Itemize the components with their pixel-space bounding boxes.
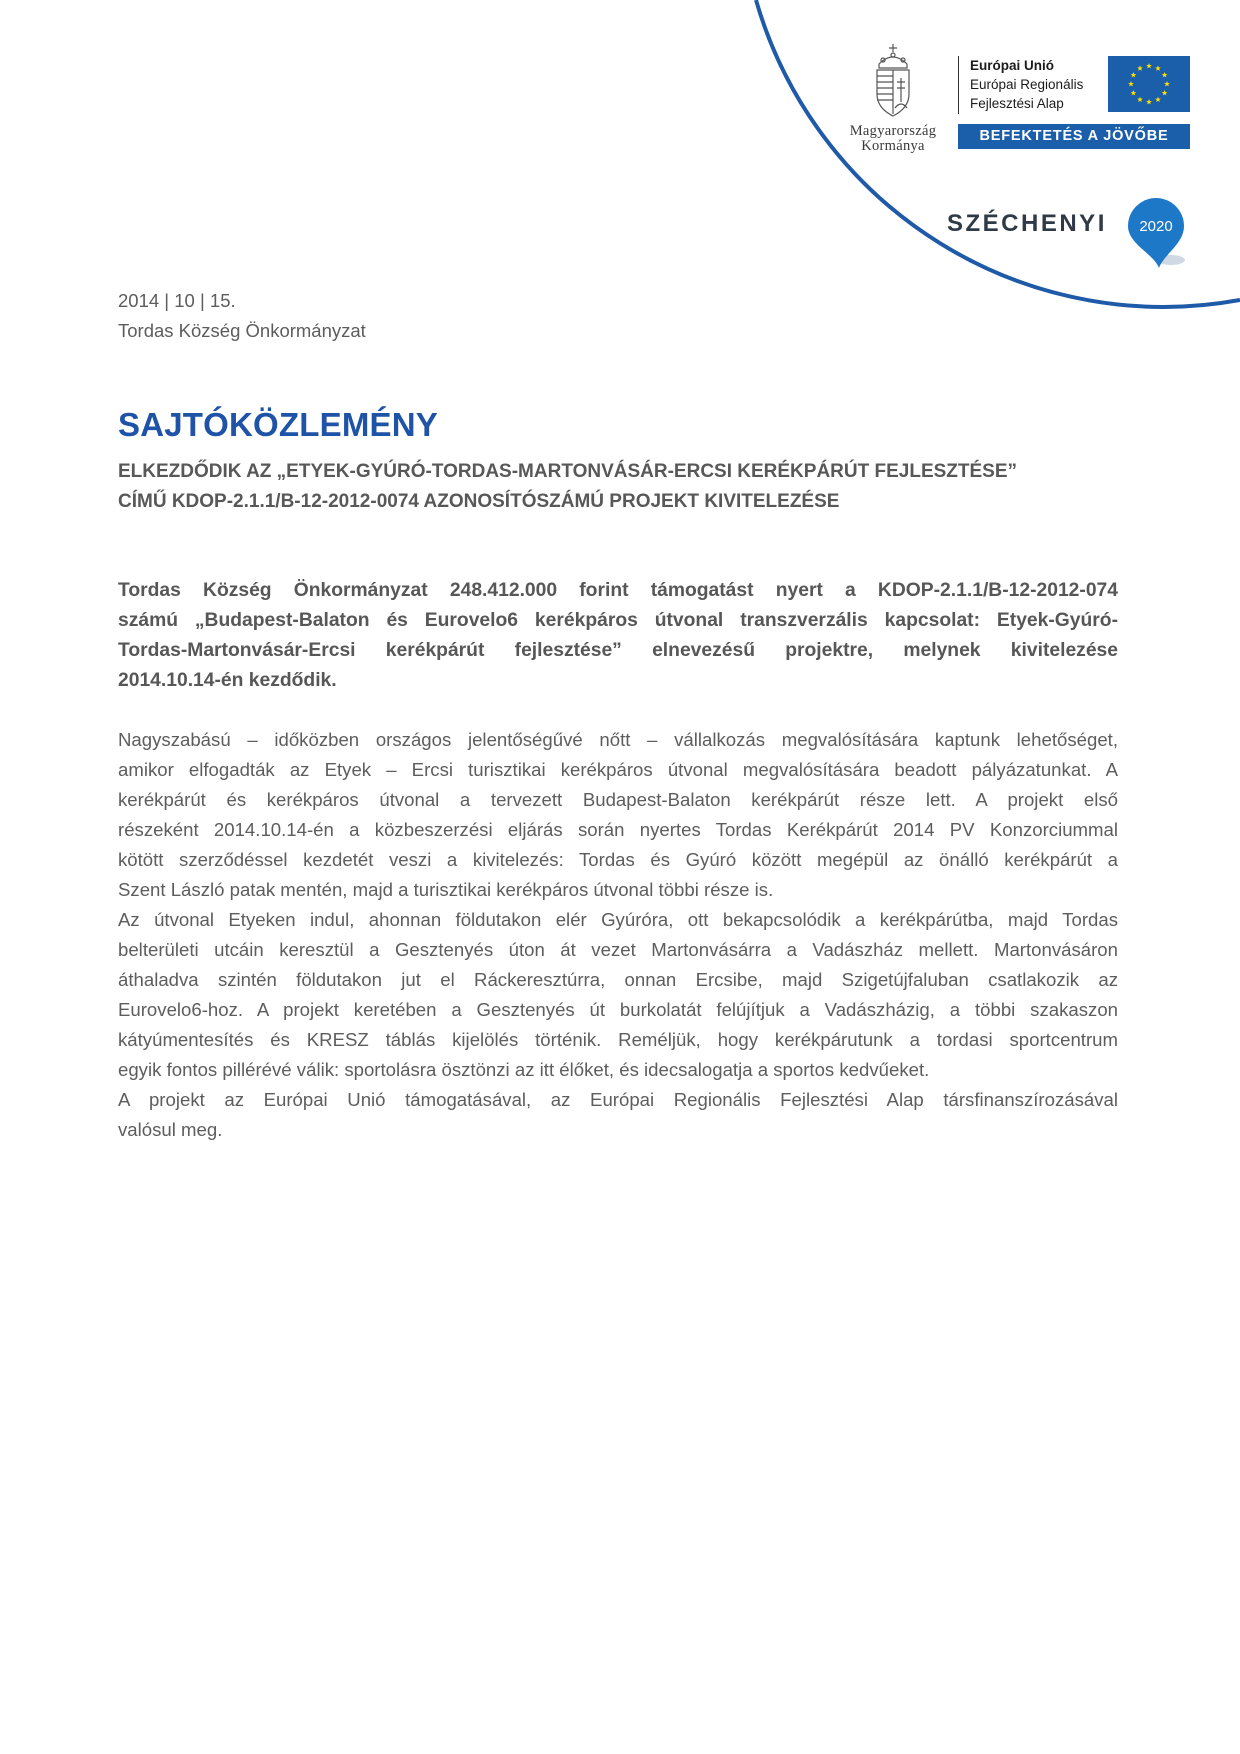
lead-line: 2014.10.14-én kezdődik. <box>118 670 337 691</box>
szechenyi-word: SZÉCHENYI <box>947 210 1107 237</box>
eu-line3: Fejlesztési Alap <box>970 96 1064 111</box>
eu-fund-name <box>970 56 1083 113</box>
body-line: valósul meg. <box>118 1119 223 1140</box>
body-line: A projekt az Európai Unió támogatásával, az Európai Regionális Fejlesztési Alap társfinanszírozásával <box>118 1089 1118 1110</box>
body-line: kötött szerződéssel kezdetét veszi a kivitelezés: Tordas és Gyúró között megépül az önálló kerékpárút a <box>118 849 1118 870</box>
gov-line2: Kormánya <box>861 138 925 154</box>
eu-flag-icon <box>1108 56 1190 112</box>
body-line: kerékpárút és kerékpáros útvonal a tervezett Budapest-Balaton kerékpárút része lett. A projekt első <box>118 789 1118 810</box>
lead-line: számú „Budapest-Balaton és Eurovelo6 kerékpáros útvonal transzverzális kapcsolat: Etyek-Gyúró- <box>118 610 1118 631</box>
lead-line: Tordas Község Önkormányzat 248.412.000 forint támogatást nyert a KDOP-2.1.1/B-12-2012-074 <box>118 580 1118 601</box>
body-line: kátyúmentesítés és KRESZ táblás kijelölés történik. Reméljük, hogy kerékpárutunk a tordasi sportcentrum <box>118 1029 1118 1050</box>
issuing-organization: Tordas Község Önkormányzat <box>118 320 366 341</box>
eu-line2: Európai Regionális <box>970 77 1084 92</box>
subtitle-line: ELKEZDŐDIK AZ „ETYEK-GYÚRÓ-TORDAS-MARTONVÁSÁR-ERCSI KERÉKPÁRÚT FEJLESZTÉSE” <box>118 461 1018 482</box>
header-arc-decoration <box>0 0 1240 340</box>
eu-logo-divider <box>958 56 959 114</box>
page-title: SAJTÓKÖZLEMÉNY <box>118 406 438 443</box>
location-pin-icon <box>1123 196 1193 270</box>
body-line: részeként 2014.10.14-én a közbeszerzési eljárás során nyertes Tordas Kerékpárút 2014 PV Konzorciummal <box>118 819 1118 840</box>
eu-line1: Európai Unió <box>970 58 1054 73</box>
body-line: áthaladva szintén földutakon jut el Ráckeresztúrra, onnan Ercsibe, majd Szigetújfaluban csatlakozik az <box>118 969 1118 990</box>
lead-paragraph <box>118 576 1118 696</box>
body-line: Eurovelo6-hoz. A projekt keretében a Gesztenyés út burkolatát felújítjuk a Vadászházig, a többi szakaszon <box>118 999 1118 1020</box>
body-line: egyik fontos pillérévé válik: sportolásra ösztönzi az itt élőket, és idecsalogatja a sportos kedvűeket. <box>118 1059 930 1080</box>
szechenyi-year: 2020 <box>1139 218 1173 235</box>
eu-slogan-banner: BEFEKTETÉS A JÖVŐBE <box>958 124 1190 149</box>
document-date: 2014 | 10 | 15. <box>118 290 236 311</box>
hungarian-government-logo <box>828 42 958 154</box>
lead-line: Tordas-Martonvásár-Ercsi kerékpárút fejlesztése” elnevezésű projektre, melynek kivitelezése <box>118 640 1118 661</box>
gov-line1: Magyarország <box>849 123 937 139</box>
body-line: Szent László patak mentén, majd a turisztikai kerékpáros útvonal többi része is. <box>118 879 774 900</box>
body-line: belterületi utcáin keresztül a Gesztenyés úton át vezet Martonvásárra a Vadászház mellett. Martonvásáron <box>118 939 1118 960</box>
body-line: Nagyszabású – időközben országos jelentőségűvé nőtt – vállalkozás megvalósítására kaptunk lehetőséget, <box>118 729 1118 750</box>
body-line: amikor elfogadták az Etyek – Ercsi turisztikai kerékpáros útvonal megvalósítására beadott pályázatunkat. A <box>118 759 1118 780</box>
body-text <box>118 725 1118 1145</box>
body-line: Az útvonal Etyeken indul, ahonnan földutakon elér Gyúróra, ott bekapcsolódik a kerékpárútba, majd Tordas <box>118 909 1118 930</box>
government-name <box>828 124 958 154</box>
subtitle-line: CÍMŰ KDOP-2.1.1/B-12-2012-0074 AZONOSÍTÓSZÁMÚ PROJEKT KIVITELEZÉSE <box>118 491 840 512</box>
document-subtitle <box>118 457 1118 517</box>
coat-of-arms-icon <box>871 42 915 118</box>
